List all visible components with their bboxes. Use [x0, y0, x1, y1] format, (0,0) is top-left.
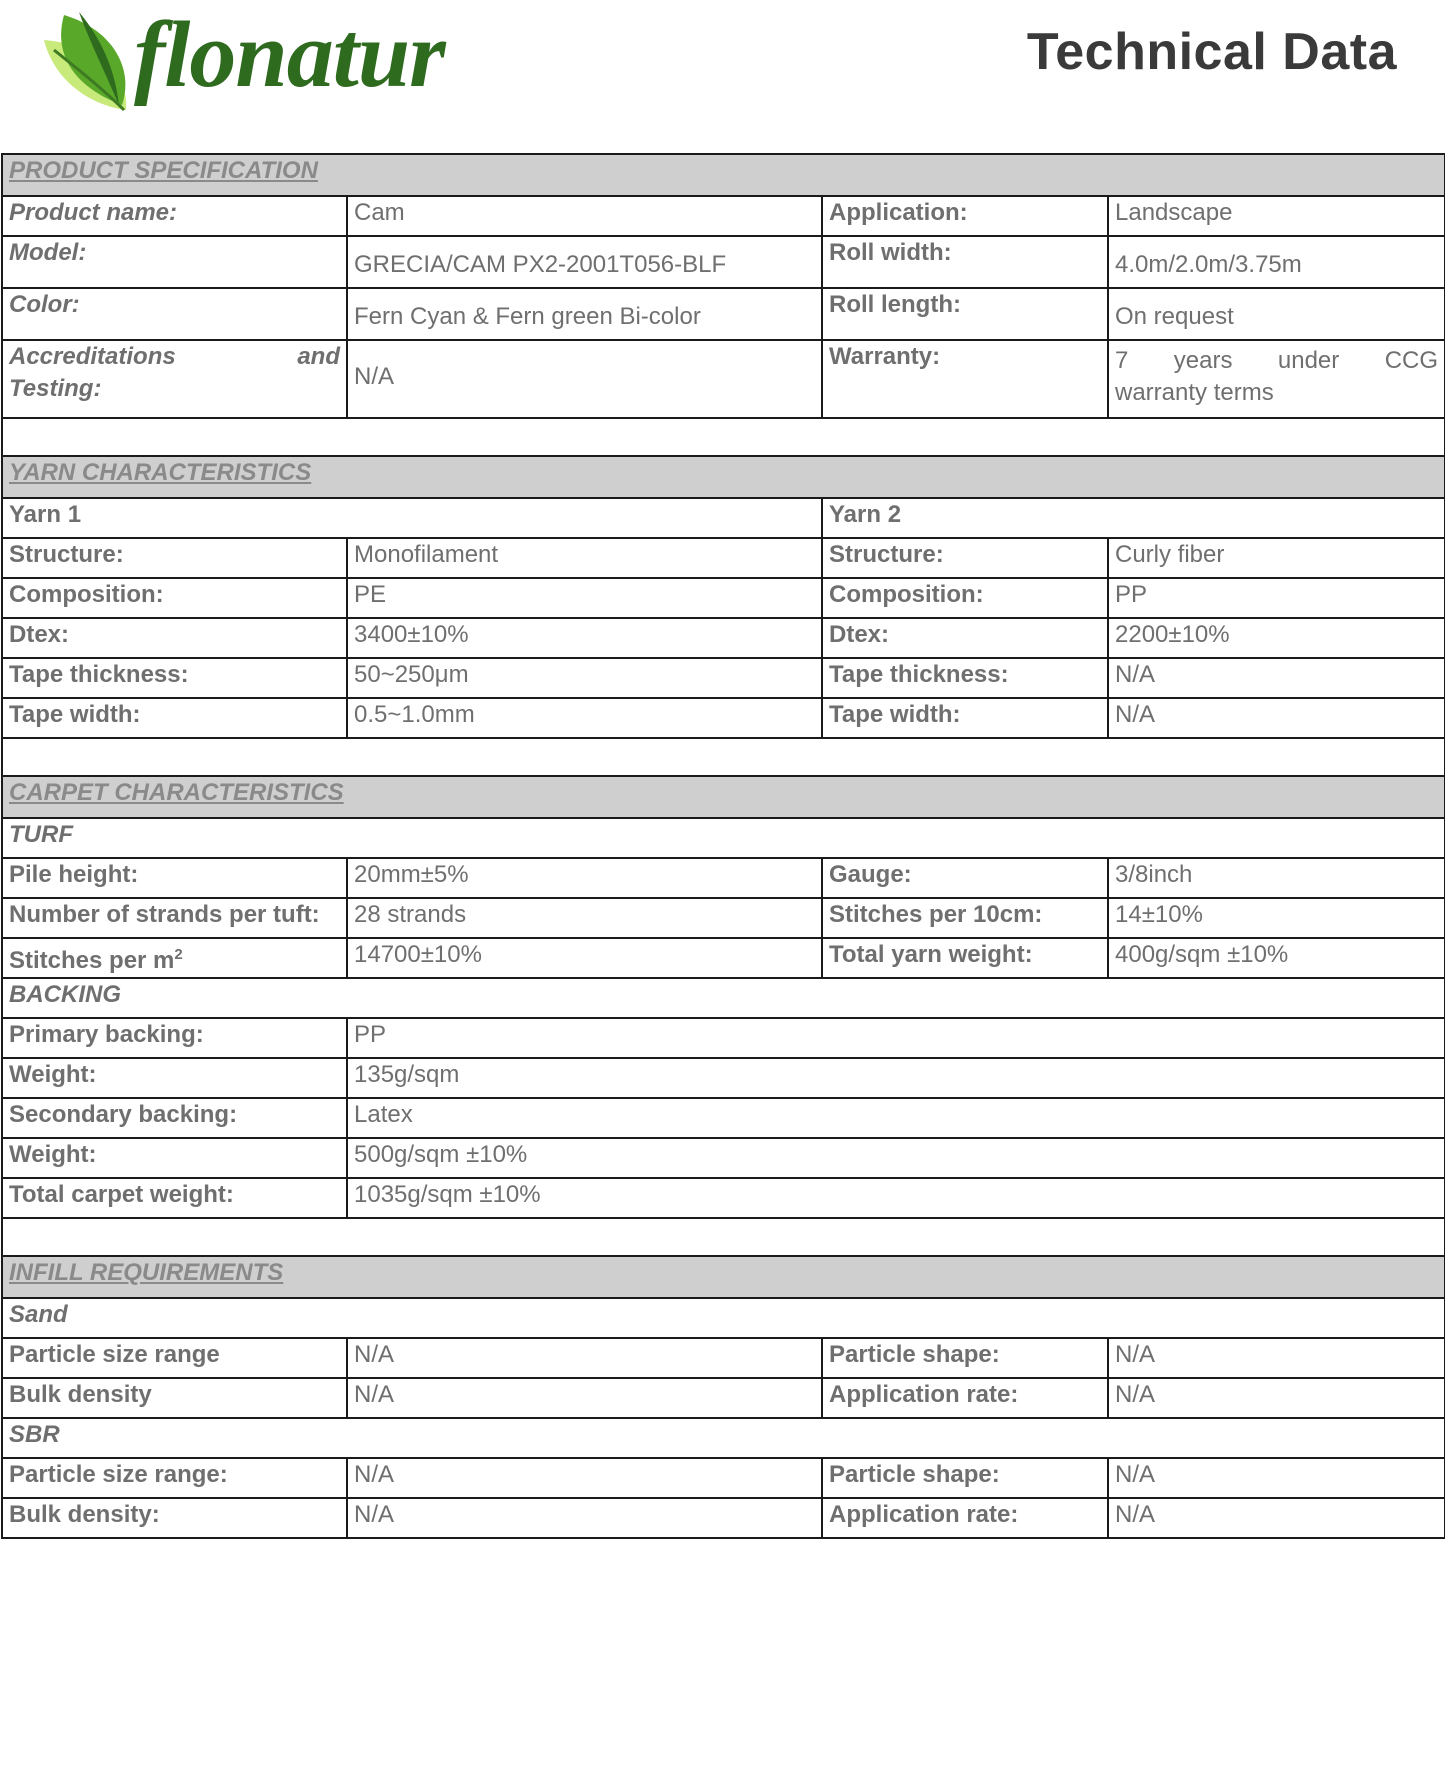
sbr-subtitle: SBR	[2, 1418, 1445, 1458]
table-row	[2, 340, 1445, 418]
table-row	[2, 1458, 1445, 1498]
yarn-value: 50~250μm	[347, 658, 822, 698]
sand-label: Particle shape:	[822, 1338, 1108, 1378]
turf-value: 28 strands	[347, 898, 822, 938]
sbr-label: Application rate:	[822, 1498, 1108, 1538]
table-row	[2, 1138, 1445, 1178]
accreditations-value: N/A	[347, 340, 822, 418]
model-label: Model:	[2, 236, 347, 288]
turf-value: 20mm±5%	[347, 858, 822, 898]
sbr-label: Bulk density:	[2, 1498, 347, 1538]
yarn-label: Structure:	[822, 538, 1108, 578]
roll-length-value: On request	[1108, 288, 1445, 340]
turf-label: Pile height:	[2, 858, 347, 898]
yarn1-title: Yarn 1	[2, 498, 822, 538]
total-yarn-weight-value: 400g/sqm ±10%	[1108, 938, 1445, 978]
yarn-label: Dtex:	[2, 618, 347, 658]
spacer-row	[2, 418, 1445, 456]
turf-label: Stitches per 10cm:	[822, 898, 1108, 938]
yarn-value: N/A	[1108, 658, 1445, 698]
warranty-line1: 7 years under CCG	[1115, 347, 1439, 374]
turf-value: 14±10%	[1108, 898, 1445, 938]
backing-label: Primary backing:	[2, 1018, 347, 1058]
table-row	[2, 1418, 1445, 1458]
yarn-label: Composition:	[822, 578, 1108, 618]
section-header-yarn-characteristics	[2, 456, 1445, 498]
color-value: Fern Cyan & Fern green Bi-color	[347, 288, 822, 340]
section-header-infill-requirements	[2, 1256, 1445, 1298]
backing-label: Weight:	[2, 1138, 347, 1178]
application-value: Landscape	[1108, 196, 1445, 236]
backing-label: Secondary backing:	[2, 1098, 347, 1138]
accreditations-label-line1: Accreditations and	[9, 343, 340, 370]
yarn2-title: Yarn 2	[822, 498, 1445, 538]
table-row	[2, 818, 1445, 858]
yarn-label: Structure:	[2, 538, 347, 578]
page-header	[0, 0, 1445, 150]
warranty-label: Warranty:	[822, 340, 1108, 418]
backing-value: 135g/sqm	[347, 1058, 1445, 1098]
total-yarn-weight-label: Total yarn weight:	[822, 938, 1108, 978]
table-row	[2, 938, 1445, 978]
brand-name: flonatur	[134, 3, 445, 107]
section-title: PRODUCT SPECIFICATION	[2, 154, 1445, 196]
table-row	[2, 1178, 1445, 1218]
table-row	[2, 1338, 1445, 1378]
warranty-value	[1108, 340, 1445, 418]
sand-value: N/A	[347, 1378, 822, 1418]
sbr-value: N/A	[347, 1498, 822, 1538]
warranty-line2: warranty terms	[1115, 379, 1274, 406]
backing-value: Latex	[347, 1098, 1445, 1138]
yarn-label: Tape thickness:	[822, 658, 1108, 698]
table-row	[2, 578, 1445, 618]
table-row	[2, 858, 1445, 898]
table-row	[2, 1058, 1445, 1098]
yarn-value: PE	[347, 578, 822, 618]
backing-value: 1035g/sqm ±10%	[347, 1178, 1445, 1218]
table-row	[2, 288, 1445, 340]
section-header-carpet-characteristics	[2, 776, 1445, 818]
section-header-product-specification	[2, 154, 1445, 196]
table-row	[2, 1098, 1445, 1138]
turf-label: Gauge:	[822, 858, 1108, 898]
superscript: 2	[174, 946, 183, 963]
yarn-value: Curly fiber	[1108, 538, 1445, 578]
section-title: INFILL REQUIREMENTS	[2, 1256, 1445, 1298]
spacer-row	[2, 1218, 1445, 1256]
roll-width-value: 4.0m/2.0m/3.75m	[1108, 236, 1445, 288]
section-title: CARPET CHARACTERISTICS	[2, 776, 1445, 818]
table-row	[2, 538, 1445, 578]
backing-subtitle: BACKING	[2, 978, 1445, 1018]
yarn-label: Tape thickness:	[2, 658, 347, 698]
yarn-value: Monofilament	[347, 538, 822, 578]
sand-label: Application rate:	[822, 1378, 1108, 1418]
accreditations-label-line2: Testing:	[9, 375, 102, 402]
table-row	[2, 196, 1445, 236]
table-row	[2, 1498, 1445, 1538]
sand-value: N/A	[1108, 1378, 1445, 1418]
turf-subtitle: TURF	[2, 818, 1445, 858]
table-row	[2, 698, 1445, 738]
table-row	[2, 236, 1445, 288]
yarn-value: 0.5~1.0mm	[347, 698, 822, 738]
table-row	[2, 498, 1445, 538]
model-value: GRECIA/CAM PX2-2001T056-BLF	[347, 236, 822, 288]
table-row	[2, 1298, 1445, 1338]
table-row	[2, 1018, 1445, 1058]
leaf-icon	[34, 10, 144, 125]
sbr-label: Particle size range:	[2, 1458, 347, 1498]
turf-value: 3/8inch	[1108, 858, 1445, 898]
backing-label: Weight:	[2, 1058, 347, 1098]
sbr-value: N/A	[1108, 1498, 1445, 1538]
stitches-m2-label-text: Stitches per m	[9, 947, 175, 974]
backing-value: PP	[347, 1018, 1445, 1058]
yarn-value: 3400±10%	[347, 618, 822, 658]
table-row	[2, 1378, 1445, 1418]
sbr-value: N/A	[1108, 1458, 1445, 1498]
sbr-value: N/A	[347, 1458, 822, 1498]
color-label: Color:	[2, 288, 347, 340]
stitches-m2-label	[2, 938, 347, 978]
yarn-value: N/A	[1108, 698, 1445, 738]
sand-label: Bulk density	[2, 1378, 347, 1418]
yarn-value: 2200±10%	[1108, 618, 1445, 658]
sand-label: Particle size range	[2, 1338, 347, 1378]
sbr-label: Particle shape:	[822, 1458, 1108, 1498]
table-row	[2, 618, 1445, 658]
turf-label: Number of strands per tuft:	[2, 898, 347, 938]
section-title: YARN CHARACTERISTICS	[2, 456, 1445, 498]
spacer-row	[2, 738, 1445, 776]
backing-value: 500g/sqm ±10%	[347, 1138, 1445, 1178]
yarn-label: Tape width:	[2, 698, 347, 738]
flonatur-logo	[34, 3, 454, 130]
stitches-m2-value: 14700±10%	[347, 938, 822, 978]
accreditations-label	[2, 340, 347, 418]
table-row	[2, 898, 1445, 938]
sand-value: N/A	[347, 1338, 822, 1378]
document-title: Technical Data	[1026, 23, 1397, 81]
yarn-label: Tape width:	[822, 698, 1108, 738]
yarn-label: Composition:	[2, 578, 347, 618]
yarn-value: PP	[1108, 578, 1445, 618]
sand-value: N/A	[1108, 1338, 1445, 1378]
application-label: Application:	[822, 196, 1108, 236]
product-name-label: Product name:	[2, 196, 347, 236]
backing-label: Total carpet weight:	[2, 1178, 347, 1218]
technical-data-table	[1, 153, 1445, 1539]
table-row	[2, 978, 1445, 1018]
sand-subtitle: Sand	[2, 1298, 1445, 1338]
roll-width-label: Roll width:	[822, 236, 1108, 288]
table-row	[2, 658, 1445, 698]
product-name-value: Cam	[347, 196, 822, 236]
roll-length-label: Roll length:	[822, 288, 1108, 340]
yarn-label: Dtex:	[822, 618, 1108, 658]
